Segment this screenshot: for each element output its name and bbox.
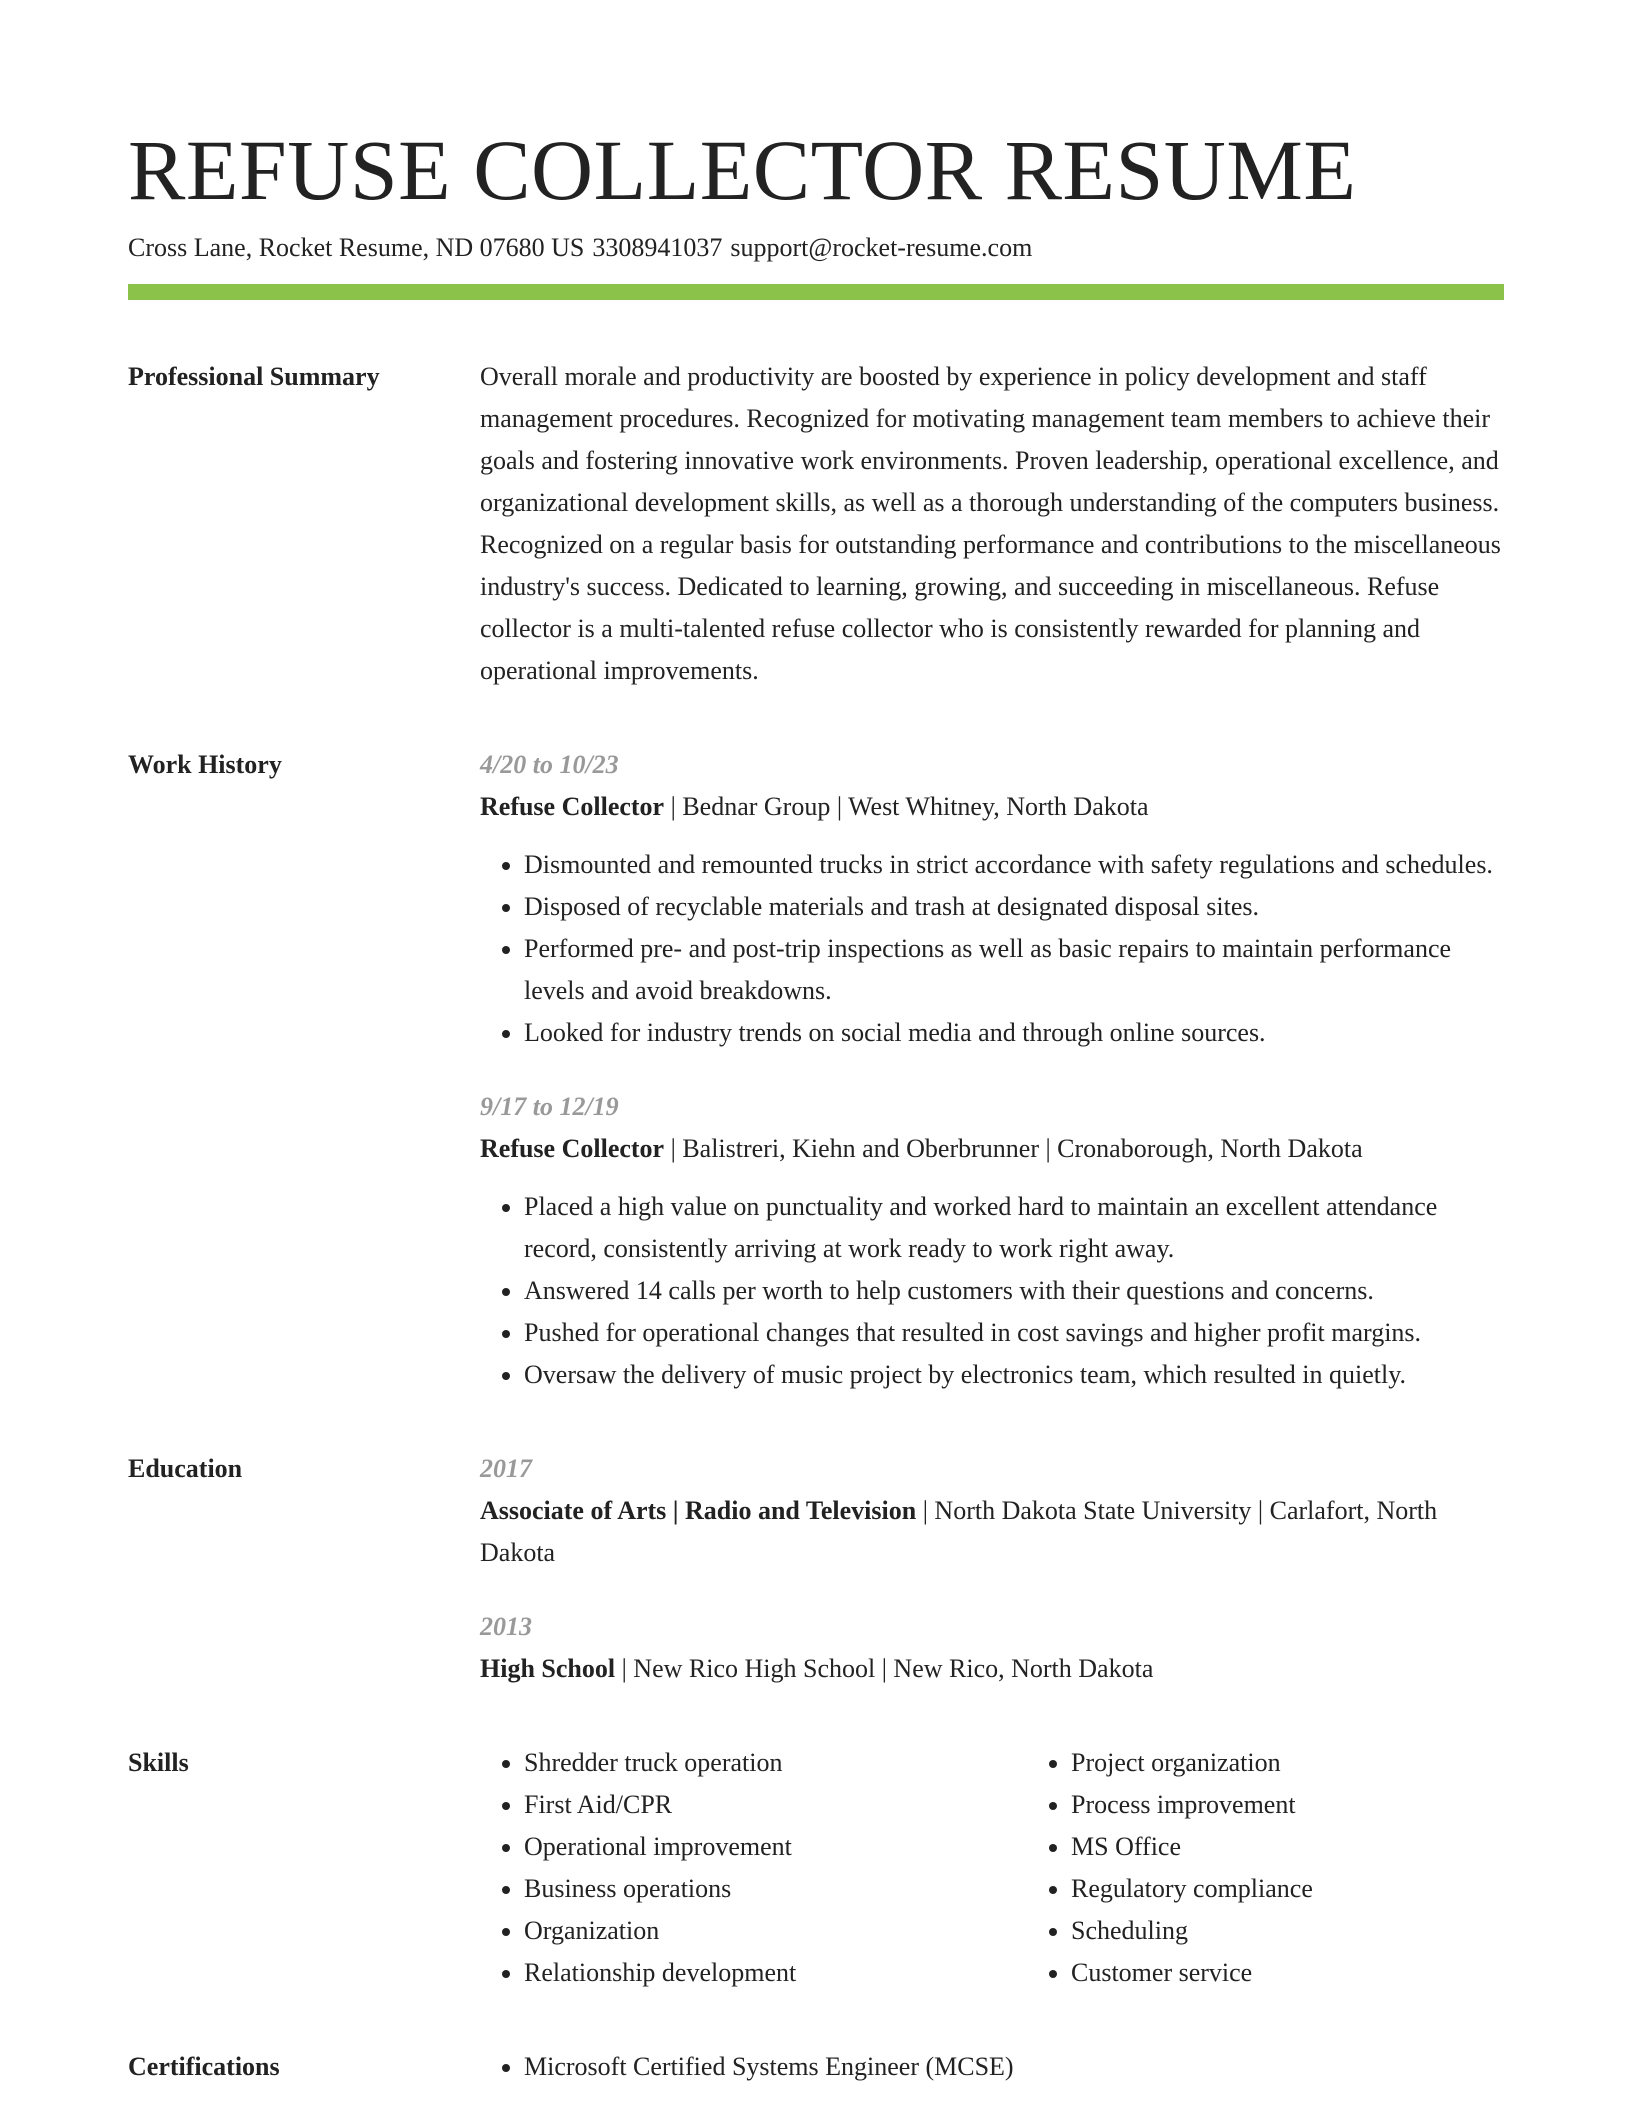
contact-phone: 3308941037	[592, 233, 723, 262]
skills-list-right	[1027, 1742, 1574, 1994]
job-details: | Bednar Group | West Whitney, North Dakota	[664, 792, 1149, 821]
job-bullet: • Dismounted and remounted trucks in strict accordance with safety regulations and schedules.	[524, 844, 1504, 886]
job-heading	[480, 786, 1504, 828]
work-history-section	[128, 744, 1504, 1396]
education-entry	[480, 1606, 1504, 1690]
header-divider	[128, 284, 1504, 300]
job-bullets	[480, 844, 1504, 1054]
education-heading-line	[480, 1490, 1504, 1574]
skills-heading: Skills	[128, 1748, 189, 1777]
skills-section	[128, 1742, 1504, 1994]
skill-item: • Scheduling	[1071, 1910, 1574, 1952]
summary-heading: Professional Summary	[128, 362, 380, 391]
skills-list-left	[480, 1742, 1027, 1994]
education-year: 2017	[480, 1454, 532, 1483]
contact-line	[128, 232, 1504, 264]
skill-item: • Shredder truck operation	[524, 1742, 1027, 1784]
education-details: | North Dakota State University | Carlafort, North Dakota	[480, 1496, 1438, 1567]
education-entry	[480, 1448, 1504, 1574]
skill-item: • Business operations	[524, 1868, 1027, 1910]
job-heading	[480, 1128, 1504, 1170]
job-bullet: • Performed pre- and post-trip inspections as well as basic repairs to maintain performance levels and avoid breakdowns.	[524, 928, 1504, 1012]
skill-item: • Organization	[524, 1910, 1027, 1952]
job-bullet: • Answered 14 calls per worth to help customers with their questions and concerns.	[524, 1270, 1504, 1312]
resume-page	[128, 120, 1504, 2088]
job-bullets	[480, 1186, 1504, 1396]
skill-item: • First Aid/CPR	[524, 1784, 1027, 1826]
work-history-heading: Work History	[128, 750, 282, 779]
education-heading: Education	[128, 1454, 243, 1483]
job-bullet: • Pushed for operational changes that resulted in cost savings and higher profit margins.	[524, 1312, 1504, 1354]
education-section	[128, 1448, 1504, 1690]
skills-columns	[480, 1742, 1574, 1994]
skill-item: • Customer service	[1071, 1952, 1574, 1994]
education-details: | New Rico High School | New Rico, North Dakota	[615, 1654, 1154, 1683]
resume-title: REFUSE COLLECTOR RESUME	[128, 122, 1357, 218]
contact-email: support@rocket-resume.com	[730, 233, 1033, 262]
job-entry	[480, 744, 1504, 1054]
skill-item: • Operational improvement	[524, 1826, 1027, 1868]
education-heading-line	[480, 1648, 1504, 1690]
education-degree: Associate of Arts | Radio and Television	[480, 1496, 917, 1525]
job-bullet: • Disposed of recyclable materials and trash at designated disposal sites.	[524, 886, 1504, 928]
certifications-section	[128, 2046, 1504, 2088]
job-details: | Balistreri, Kiehn and Oberbrunner | Cronaborough, North Dakota	[664, 1134, 1363, 1163]
job-entry	[480, 1086, 1504, 1396]
job-title: Refuse Collector	[480, 1134, 665, 1163]
certifications-list	[480, 2046, 1504, 2088]
skill-item: • Relationship development	[524, 1952, 1027, 1994]
contact-address: Cross Lane, Rocket Resume, ND 07680 US	[128, 233, 585, 262]
skill-item: • Regulatory compliance	[1071, 1868, 1574, 1910]
skill-item: • MS Office	[1071, 1826, 1574, 1868]
job-bullet: • Looked for industry trends on social media and through online sources.	[524, 1012, 1504, 1054]
job-bullet: • Placed a high value on punctuality and worked hard to maintain an excellent attendance record, consistently arriving at work ready to work right away.	[524, 1186, 1504, 1270]
certifications-heading: Certifications	[128, 2052, 280, 2081]
summary-text: Overall morale and productivity are boosted by experience in policy development and staff management procedures. Recognized for motivating management team members to achieve their goals and fostering innovative work environments. Proven leadership, operational excellence, and organizational development skills, as well as a thorough understanding of the computers business. Recognized on a regular basis for outstanding performance and contributions to the miscellaneous industry's success. Dedicated to learning, growing, and succeeding in miscellaneous. Refuse collector is a multi-talented refuse collector who is consistently rewarded for planning and operational improvements.	[480, 362, 1501, 685]
skill-item: • Process improvement	[1071, 1784, 1574, 1826]
certification-item: • Microsoft Certified Systems Engineer (MCSE)	[524, 2046, 1504, 2088]
job-bullet: • Oversaw the delivery of music project by electronics team, which resulted in quietly.	[524, 1354, 1504, 1396]
skill-item: • Project organization	[1071, 1742, 1574, 1784]
education-degree: High School	[480, 1654, 616, 1683]
job-dates: 9/17 to 12/19	[480, 1092, 619, 1121]
education-year: 2013	[480, 1612, 532, 1641]
job-title: Refuse Collector	[480, 792, 665, 821]
job-dates: 4/20 to 10/23	[480, 750, 619, 779]
summary-section	[128, 356, 1504, 692]
